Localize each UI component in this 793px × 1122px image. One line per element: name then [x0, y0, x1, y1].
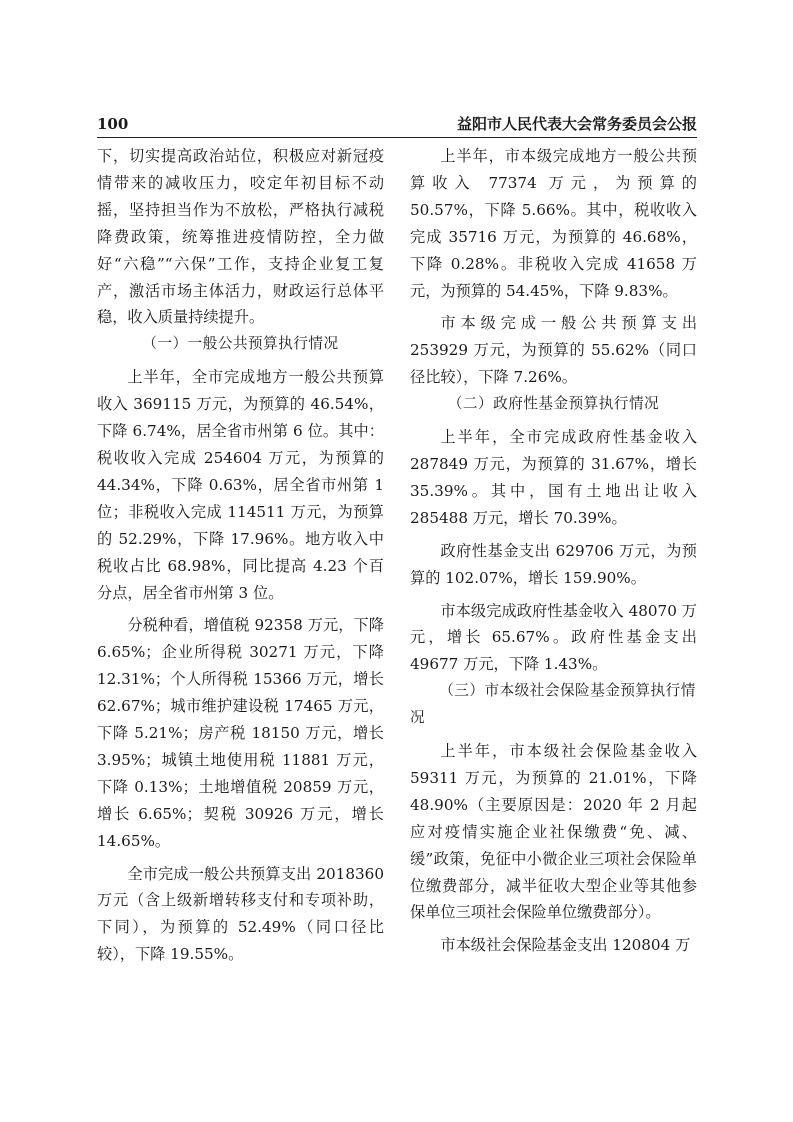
- paragraph: 市本级完成一般公共预算支出 253929 万元，为预算的 55.62%（同口径比较），下降 7.26%。: [410, 314, 697, 387]
- paragraph: 市本级社会保险基金支出 120804 万: [440, 936, 691, 955]
- right-column: [410, 143, 697, 959]
- paragraph: 分税种看，增值税 92358 万元，下降 6.65%；企业所得税 30271 万元，下降 12.31%；个人所得税 15366 万元，增长 62.67%；城市维护建设税 17465 万元，下降 5.21%；房产税 18150 万元，增长 3.95%；城镇土地使用税 11881 万元，下降 0.13%；土地增值税 20859 万元，增长 6.65%；契税 30926 万元，增长 14.65%。: [97, 616, 384, 850]
- section-heading: （三）市本级社会保险基金预算执行情况: [410, 682, 696, 727]
- paragraph: 上半年，市本级社会保险基金收入 59311 万元，为预算的 21.01%，下降 48.90%（主要原因是：2020 年 2 月起应对疫情实施企业社保缴费“免、减、缓”政策，免征中小微企业三项社会保险单位缴费部分，减半征收大型企业等其他参保单位三项社会保险单位缴费部分）。: [410, 742, 697, 922]
- section-heading: （一）一般公共预算执行情况: [142, 335, 339, 353]
- journal-title: 益阳市人民代表大会常务委员会公报: [456, 115, 697, 133]
- page-header: [97, 108, 697, 134]
- page-number: 100: [97, 115, 129, 133]
- paragraph: 上半年，全市完成地方一般公共预算收入 369115 万元，为预算的 46.54%，下降 6.74%，居全省市州第 6 位。其中：税收收入完成 254604 万元，为预算的 44.34%，下降 0.63%，居全省市州第 1 位；非税收入完成 114511 万元，为预算的 52.29%，下降 17.96%。地方收入中税收占比 68.98%，同比提高 4.23 个百分点，居全省市州第 3 位。: [97, 368, 384, 602]
- paragraph: 全市完成一般公共预算支出 2018360 万元（含上级新增转移支付和专项补助，下同），为预算的 52.49%（同口径比较），下降 19.55%。: [97, 864, 384, 964]
- paragraph: 下，切实提高政治站位，积极应对新冠疫情带来的减收压力，咬定年初目标不动摇，坚持担当作为不放松，严格执行减税降费政策，统筹推进疫情防控，全力做好“六稳”“六保”工作，支持企业复工复产，激活市场主体活力，财政运行总体平稳，收入质量持续提升。: [97, 147, 384, 327]
- paragraph: 上半年，全市完成政府性基金收入 287849 万元，为预算的 31.67%，增长 35.39%。其中，国有土地出让收入 285488 万元，增长 70.39%。: [410, 428, 697, 527]
- paragraph: 上半年，市本级完成地方一般公共预算收入 77374 万元，为预算的 50.57%，下降 5.66%。其中，税收收入完成 35716 万元，为预算的 46.68%，下降 0.28%。非税收入完成 41658 万元，为预算的 54.45%，下降 9.83%。: [410, 147, 697, 300]
- section-heading: （二）政府性基金预算执行情况: [447, 395, 660, 413]
- left-column: [97, 143, 384, 968]
- paragraph: 政府性基金支出 629706 万元，为预算的 102.07%，增长 159.90%。: [410, 541, 697, 587]
- paragraph: 市本级完成政府性基金收入 48070 万元，增长 65.67%。政府性基金支出 49677 万元，下降 1.43%。: [410, 601, 697, 674]
- header-rule: [97, 137, 697, 138]
